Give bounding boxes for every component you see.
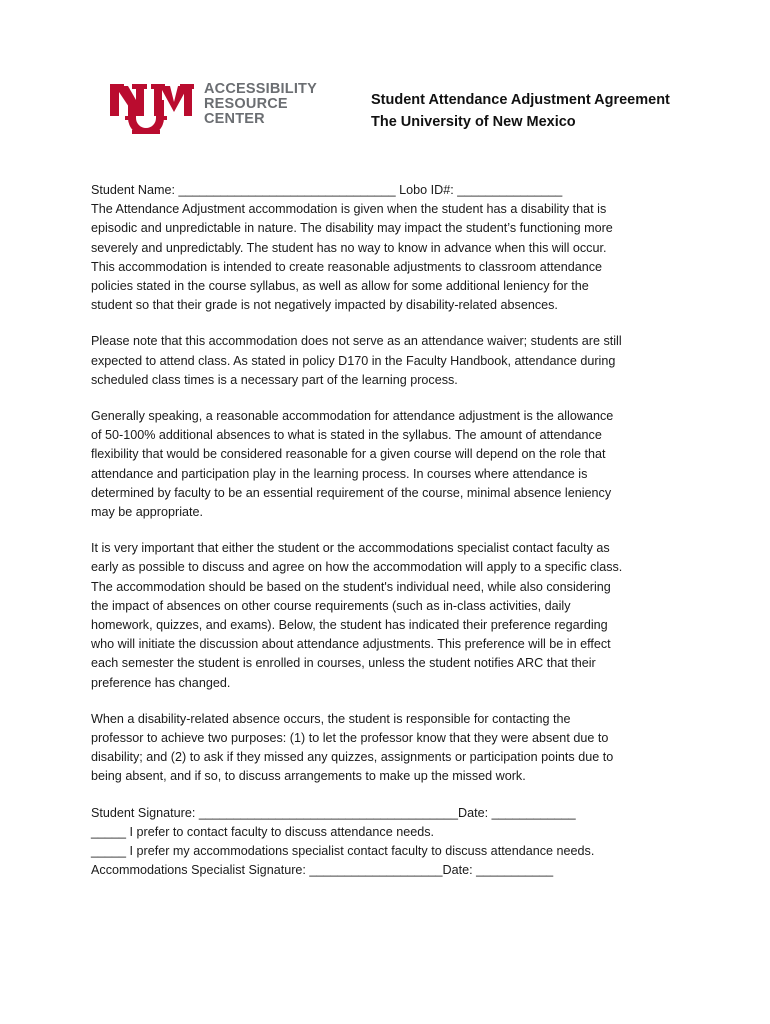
title-line-1: Student Attendance Adjustment Agreement	[371, 92, 670, 108]
text-line: student so that their grade is not negatively impacted by disability-related absences.	[91, 298, 558, 313]
text-line: being absent, and if so, to discuss arrangements to make up the missed work.	[91, 769, 526, 784]
text-line: This accommodation is intended to create reasonable adjustments to classroom attendance	[91, 259, 603, 274]
title-line-2: The University of New Mexico	[371, 114, 576, 130]
logo-wordmark	[204, 82, 317, 127]
preference-option-student[interactable]: _____ I prefer to contact faculty to discuss attendance needs.	[91, 824, 435, 839]
specialist-signature-field[interactable]: Accommodations Specialist Signature: ___________________Date: ___________	[91, 863, 554, 878]
text-line: homework, quizzes, and exams). Below, the student has indicated their preference regarding	[91, 618, 608, 633]
text-line: When a disability-related absence occurs, the student is responsible for contacting the	[91, 711, 571, 726]
preference-option-specialist[interactable]: _____ I prefer my accommodations specialist contact faculty to discuss attendance needs.	[91, 844, 595, 859]
text-line: severely and unpredictably. The student has no way to know in advance when this will occur.	[91, 240, 607, 255]
text-line: Please note that this accommodation does not serve as an attendance waiver; students are still	[91, 334, 622, 349]
text-line: who will initiate the discussion about attendance adjustments. This preference will be in effect	[91, 637, 611, 652]
text-line: may be appropriate.	[91, 505, 204, 520]
student-name-field[interactable]: Student Name: _______________________________ Lobo ID#: _______________	[91, 183, 563, 197]
arc-logo	[108, 78, 328, 138]
text-line: The accommodation should be based on the student's individual need, while also considering	[91, 579, 611, 594]
paragraph-3	[91, 407, 691, 522]
text-line: determined by faculty to be an essential requirement of the course, minimal absence leniency	[91, 485, 612, 500]
text-line: The Attendance Adjustment accommodation is given when the student has a disability that is	[91, 202, 607, 217]
text-line: flexibility that would be considered reasonable for a given course will depend on the role that	[91, 447, 606, 462]
unm-logo-mark-icon	[108, 78, 196, 134]
text-line: the impact of absences on other course requirements (such as in-class activities, daily	[91, 598, 571, 613]
text-line: disability; and (2) to ask if they missed any quizzes, assignments or participation points due to	[91, 750, 614, 765]
text-line: It is very important that either the student or the accommodations specialist contact faculty as	[91, 541, 610, 556]
text-line: attendance and participation play in the learning process. In courses where attendance is	[91, 466, 588, 481]
text-line: preference has changed.	[91, 675, 231, 690]
text-line: each semester the student is enrolled in courses, unless the student notifies ARC that their	[91, 656, 596, 671]
text-line: expected to attend class. As stated in policy D170 in the Faculty Handbook, attendance during	[91, 353, 616, 368]
student-signature-field[interactable]: Student Signature: _____________________________________Date: ____________	[91, 805, 576, 820]
document-body	[91, 181, 691, 881]
text-line: episodic and unpredictable in nature. The disability may impact the student’s functioning more	[91, 221, 613, 236]
text-line: early as possible to discuss and agree on how the accommodation will apply to a specific class.	[91, 560, 623, 575]
logo-line-2: RESOURCE	[204, 96, 288, 112]
paragraph-5	[91, 710, 691, 787]
logo-line-1: ACCESSIBILITY	[204, 81, 317, 97]
paragraph-2	[91, 332, 691, 390]
text-line: Generally speaking, a reasonable accommodation for attendance adjustment is the allowance	[91, 409, 614, 424]
document-title	[371, 89, 670, 133]
paragraph-1	[91, 200, 691, 315]
paragraph-4	[91, 539, 691, 693]
text-line: professor to achieve two purposes: (1) to let the professor know that they were absent due to	[91, 731, 609, 746]
text-line: policies stated in the course syllabus, as well as allow for some additional leniency for the	[91, 279, 589, 294]
text-line: of 50-100% additional absences to what is stated in the syllabus. The amount of attendance	[91, 428, 602, 443]
text-line: scheduled class times is a necessary part of the learning process.	[91, 372, 458, 387]
logo-line-3: CENTER	[204, 111, 265, 127]
